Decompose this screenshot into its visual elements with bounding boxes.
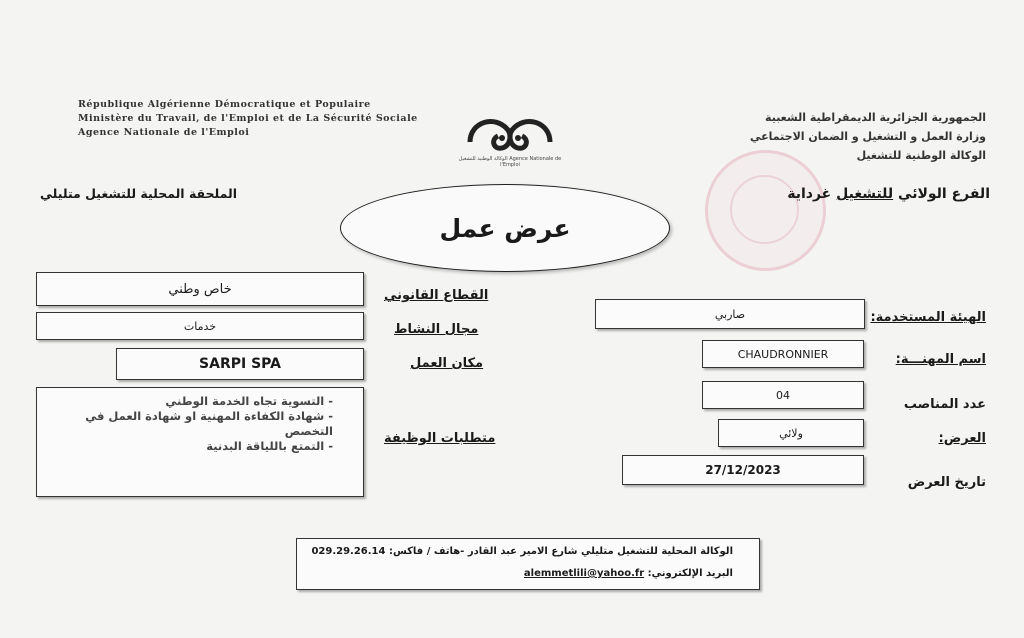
activity-field: خدمات	[36, 312, 364, 340]
offer-title-oval	[340, 184, 670, 272]
offer-type-label: العرض:	[938, 431, 986, 446]
activity-field-label: مجال النشاط	[394, 322, 479, 337]
logo-caption: الوكالة الوطنية للتشغيل Agence Nationale de l'Emploi	[458, 156, 562, 168]
branch-heading	[787, 186, 990, 202]
branch-underlined: للتشغيل	[836, 186, 894, 202]
french-header	[78, 98, 418, 140]
branch-prefix: الفرع الولائي	[893, 186, 990, 202]
offer-date-field: 27/12/2023	[622, 455, 864, 485]
requirements-box	[36, 387, 364, 497]
agency-name-ar: الوكالة الوطنية للتشغيل	[856, 149, 986, 162]
requirements-label: متطلبات الوظيفة	[384, 431, 496, 446]
annex-heading: الملحقة المحلية للتشغيل متليلي	[40, 186, 237, 201]
requirement-item: - شهادة الكفاءة المهنية او شهادة العمل في التخصص	[37, 409, 333, 439]
requirement-item: - التمتع باللياقة البدنية	[37, 439, 333, 454]
ministry-name-ar: وزارة العمل و التشغيل و الضمان الاجتماعي	[750, 130, 986, 143]
agency-name-fr: Agence Nationale de l'Emploi	[78, 127, 250, 138]
requirements-list	[37, 394, 363, 454]
agency-address: الوكالة المحلية للتشغيل متليلي شارع الامير عبد القادر -هاتف / فاكس: 029.29.26.14	[311, 546, 733, 557]
job-label: اسم المهنـــة:	[895, 352, 986, 367]
email-label: البريد الإلكتروني:	[647, 568, 733, 579]
employer-label: الهيئة المستخدمة:	[870, 310, 986, 325]
email-address: alemmetlili@yahoo.fr	[523, 568, 645, 579]
ministry-name-fr: Ministère du Travail, de l'Emploi et de La Sécurité Sociale	[78, 113, 418, 124]
job-field: CHAUDRONNIER	[702, 340, 864, 368]
employer-field: صاربي	[595, 299, 865, 329]
positions-field: 04	[702, 381, 864, 409]
republic-name-ar: الجمهورية الجزائرية الديمقراطية الشعبية	[765, 111, 986, 124]
branch-city: غرداية	[787, 186, 837, 202]
workplace-field: SARPI SPA	[116, 348, 364, 380]
requirement-item: - التسوية تجاه الخدمة الوطني	[37, 394, 333, 409]
contact-footer	[296, 538, 760, 590]
offer-date-label: تاريخ العرض	[907, 475, 986, 490]
email-line	[524, 568, 733, 579]
legal-sector-label: القطاع القانوني	[384, 288, 489, 303]
workplace-label: مكان العمل	[410, 356, 484, 371]
offer-type-field: ولائي	[718, 419, 864, 447]
republic-name-fr: République Algérienne Démocratique et Populaire	[78, 99, 371, 110]
positions-label: عدد المناصب	[903, 397, 986, 412]
legal-sector-field: خاص وطني	[36, 272, 364, 306]
offer-title: عرض عمل	[439, 213, 571, 243]
